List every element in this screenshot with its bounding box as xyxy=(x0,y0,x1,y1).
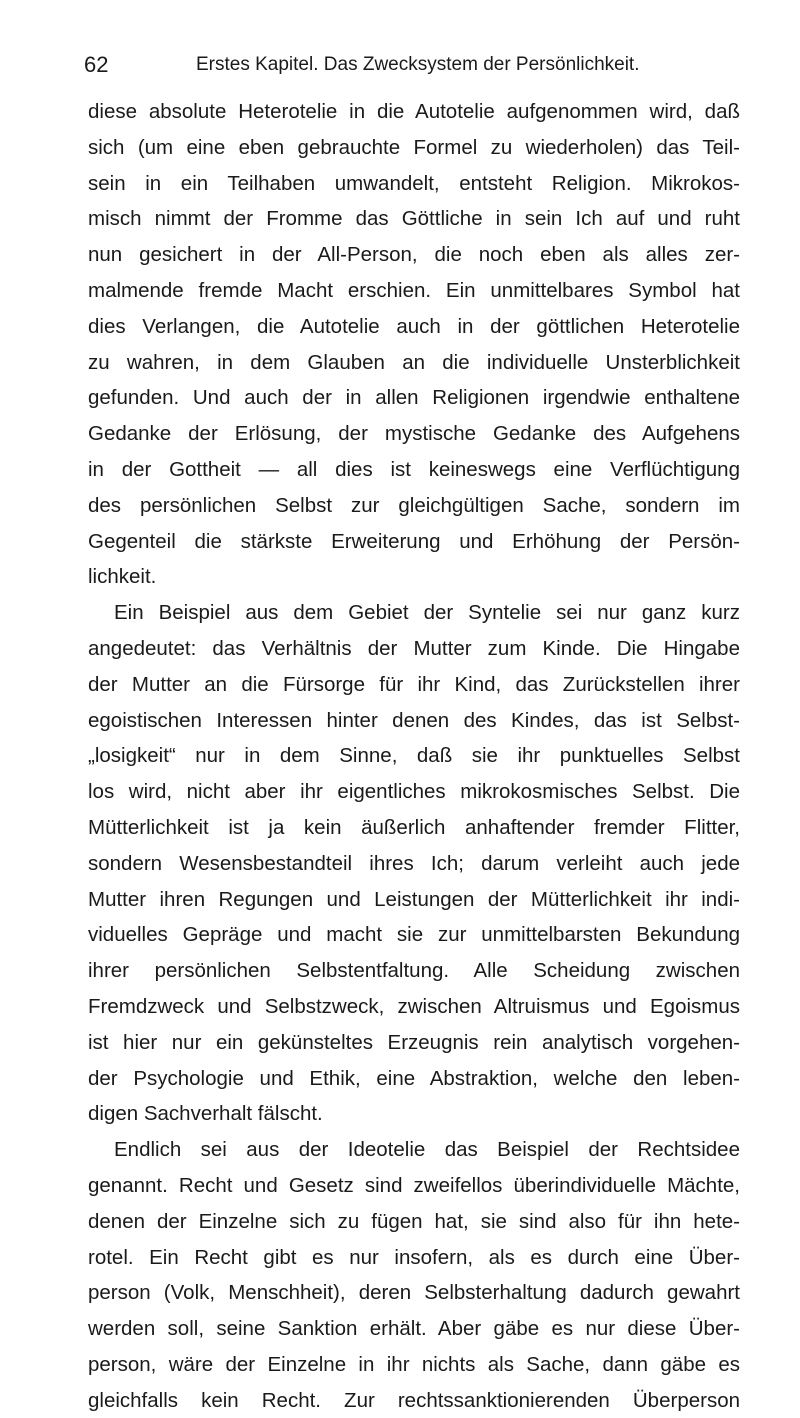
text-line: werden soll, seine Sanktion erhält. Aber gäbe es nur diese Über- xyxy=(88,1317,740,1341)
text-line: nun gesichert in der All-Person, die noch eben als alles zer- xyxy=(88,243,740,267)
text-line: genannt. Recht und Gesetz sind zweifellos überindividuelle Mächte, xyxy=(88,1173,740,1197)
text-line: in der Gottheit — all dies ist keineswegs eine Verflüchtigung xyxy=(88,457,740,481)
text-line: sein in ein Teilhaben umwandelt, entsteht Religion. Mikrokos- xyxy=(88,171,740,195)
text-line: zu wahren, in dem Glauben an die individuelle Unsterblichkeit xyxy=(88,350,740,374)
text-line: Endlich sei aus der Ideotelie das Beispiel der Rechtsidee xyxy=(114,1138,740,1162)
text-line: los wird, nicht aber ihr eigentliches mikrokosmisches Selbst. Die xyxy=(88,780,740,804)
text-line: person (Volk, Menschheit), deren Selbsterhaltung dadurch gewahrt xyxy=(88,1281,740,1305)
page-number: 62 xyxy=(84,52,109,77)
text-line: des persönlichen Selbst zur gleichgültigen Sache, sondern im xyxy=(88,493,740,517)
text-line: Gedanke der Erlösung, der mystische Gedanke des Aufgehens xyxy=(88,422,740,446)
text-line: misch nimmt der Fromme das Göttliche in sein Ich auf und ruht xyxy=(88,207,740,231)
page-header xyxy=(84,48,744,82)
text-line: Gegenteil die stärkste Erweiterung und Erhöhung der Persön- xyxy=(88,529,740,553)
text-line: diese absolute Heterotelie in die Autotelie aufgenommen wird, daß xyxy=(88,100,740,123)
text-line: gefunden. Und auch der in allen Religionen irgendwie enthaltene xyxy=(88,386,740,410)
text-line: ist hier nur ein gekünsteltes Erzeugnis rein analytisch vorgehen- xyxy=(88,1030,740,1054)
text-line: rotel. Ein Recht gibt es nur insofern, als es durch eine Über- xyxy=(88,1245,740,1269)
text-line: sich (um eine eben gebrauchte Formel zu wiederholen) das Teil- xyxy=(88,135,740,159)
text-line: dies Verlangen, die Autotelie auch in der göttlichen Heterotelie xyxy=(88,314,740,338)
text-line: Mutter ihren Regungen und Leistungen der Mütterlichkeit ihr indi- xyxy=(88,887,740,911)
text-line: person, wäre der Einzelne in ihr nichts als Sache, dann gäbe es xyxy=(88,1352,740,1376)
text-line: Fremdzweck und Selbstzweck, zwischen Altruismus und Egoismus xyxy=(88,994,740,1018)
text-line: viduelles Gepräge und macht sie zur unmittelbarsten Bekundung xyxy=(88,923,740,947)
text-line: der Psychologie und Ethik, eine Abstraktion, welche den leben- xyxy=(88,1066,740,1090)
text-line: Ein Beispiel aus dem Gebiet der Syntelie sei nur ganz kurz xyxy=(114,601,740,625)
text-line: lichkeit. xyxy=(88,565,157,589)
text-line: gleichfalls kein Recht. Zur rechtssanktionierenden Überperson xyxy=(88,1388,740,1412)
text-line: ihrer persönlichen Selbstentfaltung. Alle Scheidung zwischen xyxy=(88,959,740,983)
body-text xyxy=(88,94,740,1418)
text-line: der Mutter an die Fürsorge für ihr Kind, das Zurückstellen ihrer xyxy=(88,672,740,696)
running-head: Erstes Kapitel. Das Zwecksystem der Persönlichkeit. xyxy=(196,54,640,75)
text-line: Mütterlichkeit ist ja kein äußerlich anhaftender fremder Flitter, xyxy=(88,815,740,839)
text-line: „losigkeit“ nur in dem Sinne, daß sie ihr punktuelles Selbst xyxy=(88,744,740,768)
text-line: denen der Einzelne sich zu fügen hat, sie sind also für ihn hete- xyxy=(88,1209,740,1233)
text-line: digen Sachverhalt fälscht. xyxy=(88,1102,323,1126)
text-line: egoistischen Interessen hinter denen des Kindes, das ist Selbst- xyxy=(88,708,740,732)
text-line: sondern Wesensbestandteil ihres Ich; darum verleiht auch jede xyxy=(88,851,740,875)
text-line: malmende fremde Macht erschien. Ein unmittelbares Symbol hat xyxy=(88,278,740,302)
text-line: angedeutet: das Verhältnis der Mutter zum Kinde. Die Hingabe xyxy=(88,636,740,660)
